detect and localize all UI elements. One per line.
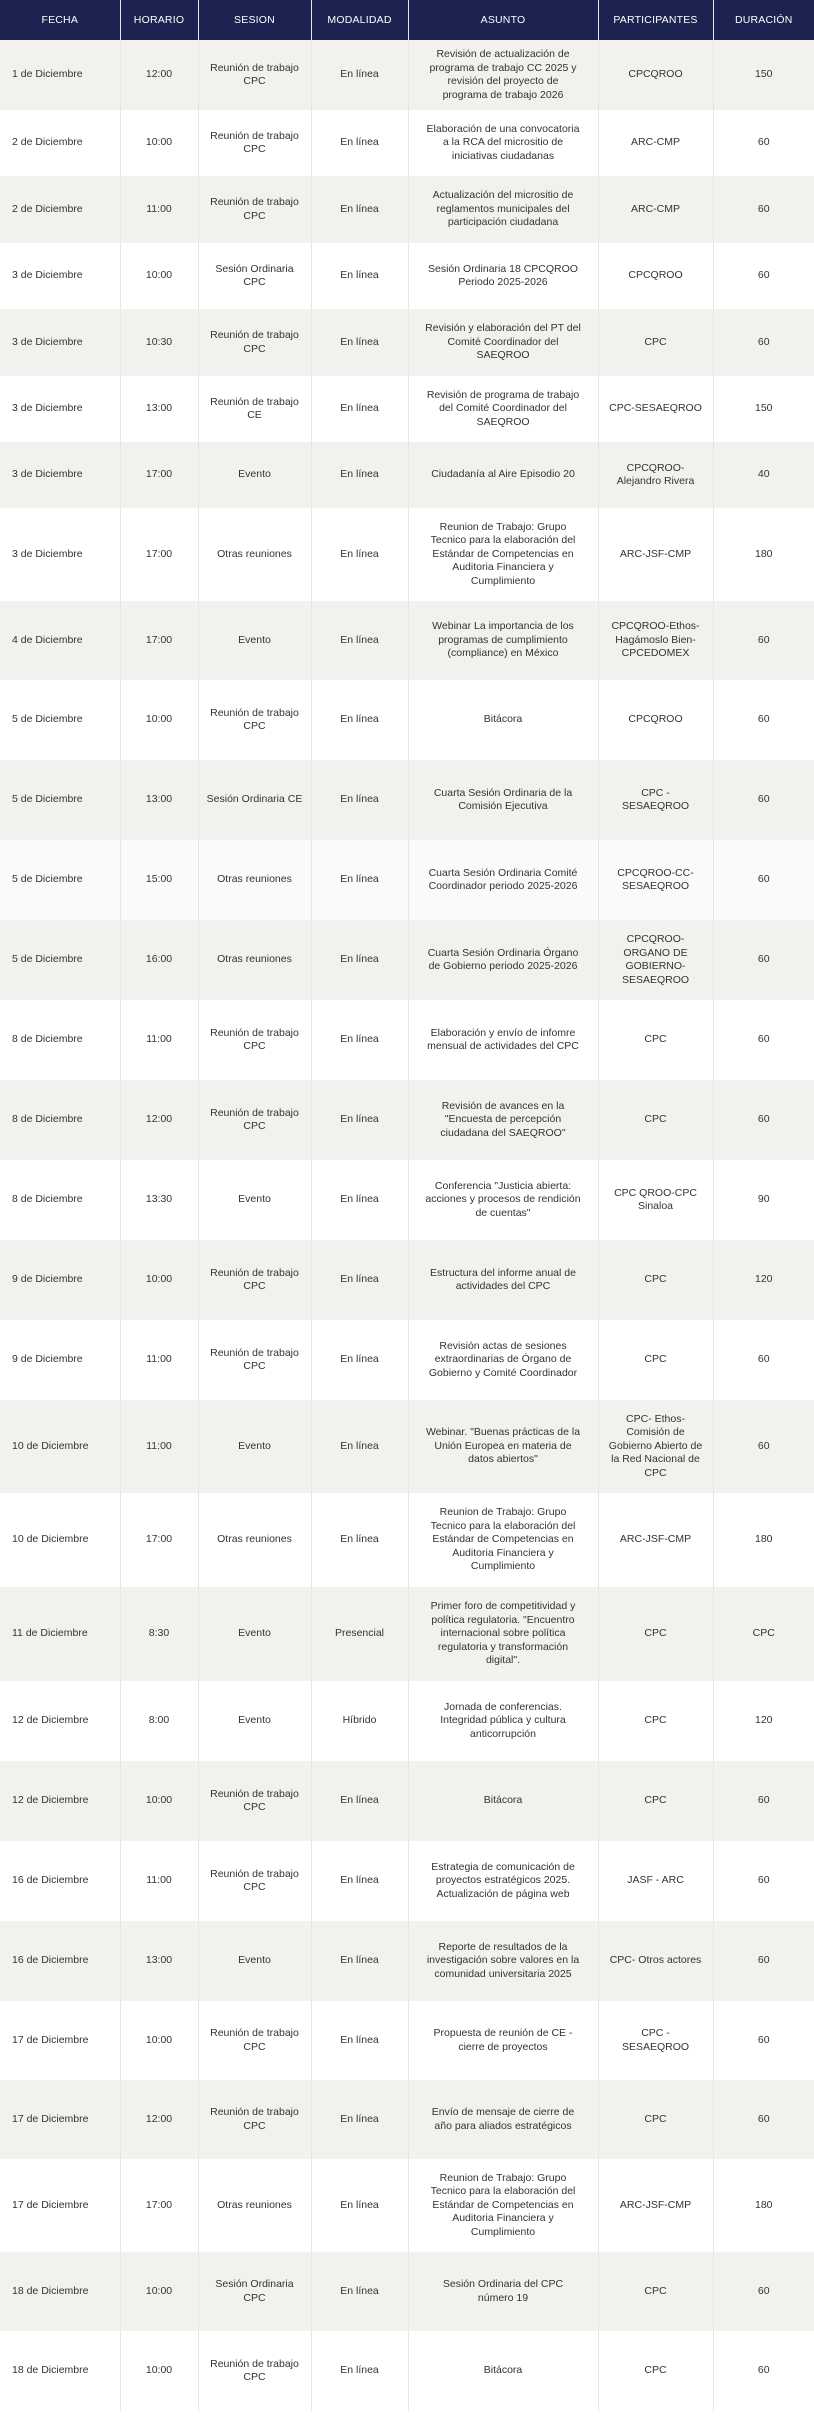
cell-asunto: Webinar. "Buenas prácticas de la Unión Europea en materia de datos abiertos" bbox=[408, 1400, 598, 1493]
cell-participantes: CPC bbox=[598, 1240, 713, 1320]
cell-duracion: 60 bbox=[713, 1921, 814, 2001]
cell-duracion: 60 bbox=[713, 1841, 814, 1921]
cell-fecha: 5 de Diciembre bbox=[0, 840, 120, 920]
cell-sesion: Evento bbox=[198, 1160, 311, 1240]
header-participantes: PARTICIPANTES bbox=[598, 0, 713, 40]
cell-horario: 11:00 bbox=[120, 1320, 198, 1400]
cell-sesion: Otras reuniones bbox=[198, 920, 311, 1000]
cell-horario: 10:30 bbox=[120, 309, 198, 376]
cell-asunto: Revisión actas de sesiones extraordinarias de Órgano de Gobierno y Comité Coordinador bbox=[408, 1320, 598, 1400]
cell-horario: 8:30 bbox=[120, 1587, 198, 1681]
cell-modalidad: En línea bbox=[311, 1493, 408, 1587]
table-row bbox=[0, 2252, 814, 2331]
cell-asunto: Webinar La importancia de los programas de cumplimiento (compliance) en México bbox=[408, 601, 598, 680]
cell-asunto: Conferencia "Justicia abierta: acciones y procesos de rendición de cuentas" bbox=[408, 1160, 598, 1240]
cell-duracion: 90 bbox=[713, 1160, 814, 1240]
cell-sesion: Sesión Ordinaria CE bbox=[198, 760, 311, 840]
cell-duracion: 60 bbox=[713, 110, 814, 176]
table-row bbox=[0, 680, 814, 760]
table-row bbox=[0, 840, 814, 920]
cell-participantes: CPC bbox=[598, 1000, 713, 1080]
cell-sesion: Sesión Ordinaria CPC bbox=[198, 2252, 311, 2331]
cell-participantes: CPCQROO-CC-SESAEQROO bbox=[598, 840, 713, 920]
cell-fecha: 3 de Diciembre bbox=[0, 442, 120, 508]
cell-asunto: Ciudadanía al Aire Episodio 20 bbox=[408, 442, 598, 508]
cell-modalidad: En línea bbox=[311, 309, 408, 376]
cell-sesion: Otras reuniones bbox=[198, 1493, 311, 1587]
cell-asunto: Cuarta Sesión Ordinaria Órgano de Gobierno periodo 2025-2026 bbox=[408, 920, 598, 1000]
cell-asunto: Bitácora bbox=[408, 1761, 598, 1841]
cell-duracion: 60 bbox=[713, 309, 814, 376]
cell-horario: 17:00 bbox=[120, 1493, 198, 1587]
cell-sesion: Reunión de trabajo CPC bbox=[198, 1240, 311, 1320]
cell-asunto: Envío de mensaje de cierre de año para aliados estratégicos bbox=[408, 2080, 598, 2159]
cell-fecha: 12 de Diciembre bbox=[0, 1681, 120, 1761]
cell-sesion: Evento bbox=[198, 1587, 311, 1681]
cell-fecha: 17 de Diciembre bbox=[0, 2080, 120, 2159]
table-row bbox=[0, 508, 814, 601]
cell-participantes: CPC bbox=[598, 309, 713, 376]
table-row bbox=[0, 760, 814, 840]
cell-participantes: CPC bbox=[598, 1761, 713, 1841]
cell-sesion: Evento bbox=[198, 1681, 311, 1761]
cell-modalidad: En línea bbox=[311, 2159, 408, 2252]
cell-modalidad: Híbrido bbox=[311, 1681, 408, 1761]
header-sesion: SESION bbox=[198, 0, 311, 40]
cell-duracion: 120 bbox=[713, 1240, 814, 1320]
cell-duracion: 60 bbox=[713, 680, 814, 760]
cell-modalidad: En línea bbox=[311, 1000, 408, 1080]
cell-sesion: Reunión de trabajo CPC bbox=[198, 176, 311, 243]
table-row bbox=[0, 1761, 814, 1841]
cell-fecha: 9 de Diciembre bbox=[0, 1320, 120, 1400]
table-row bbox=[0, 2001, 814, 2080]
cell-fecha: 9 de Diciembre bbox=[0, 1240, 120, 1320]
cell-participantes: ARC-JSF-CMP bbox=[598, 508, 713, 601]
cell-duracion: 60 bbox=[713, 760, 814, 840]
cell-asunto: Revisión y elaboración del PT del Comité Coordinador del SAEQROO bbox=[408, 309, 598, 376]
table-row bbox=[0, 1493, 814, 1587]
cell-fecha: 12 de Diciembre bbox=[0, 1761, 120, 1841]
cell-fecha: 3 de Diciembre bbox=[0, 309, 120, 376]
cell-modalidad: En línea bbox=[311, 1080, 408, 1160]
table-row bbox=[0, 1681, 814, 1761]
cell-duracion: 150 bbox=[713, 376, 814, 442]
table-row bbox=[0, 309, 814, 376]
cell-horario: 13:30 bbox=[120, 1160, 198, 1240]
cell-duracion: 180 bbox=[713, 508, 814, 601]
cell-fecha: 8 de Diciembre bbox=[0, 1000, 120, 1080]
cell-duracion: 60 bbox=[713, 176, 814, 243]
cell-modalidad: En línea bbox=[311, 110, 408, 176]
cell-asunto: Bitácora bbox=[408, 2331, 598, 2411]
cell-sesion: Reunión de trabajo CPC bbox=[198, 309, 311, 376]
cell-horario: 11:00 bbox=[120, 1400, 198, 1493]
cell-duracion: 60 bbox=[713, 2252, 814, 2331]
cell-horario: 12:00 bbox=[120, 40, 198, 110]
cell-asunto: Bitácora bbox=[408, 680, 598, 760]
cell-horario: 15:00 bbox=[120, 840, 198, 920]
table-row bbox=[0, 1921, 814, 2001]
cell-sesion: Reunión de trabajo CPC bbox=[198, 1320, 311, 1400]
cell-sesion: Reunión de trabajo CE bbox=[198, 376, 311, 442]
cell-modalidad: En línea bbox=[311, 601, 408, 680]
cell-fecha: 4 de Diciembre bbox=[0, 601, 120, 680]
cell-fecha: 5 de Diciembre bbox=[0, 760, 120, 840]
table-row bbox=[0, 243, 814, 309]
cell-horario: 17:00 bbox=[120, 2159, 198, 2252]
cell-modalidad: En línea bbox=[311, 1761, 408, 1841]
cell-duracion: CPC bbox=[713, 1587, 814, 1681]
cell-horario: 10:00 bbox=[120, 2252, 198, 2331]
cell-fecha: 11 de Diciembre bbox=[0, 1587, 120, 1681]
header-row bbox=[0, 0, 814, 40]
table-row bbox=[0, 40, 814, 110]
table-row bbox=[0, 1160, 814, 1240]
cell-fecha: 18 de Diciembre bbox=[0, 2252, 120, 2331]
cell-fecha: 16 de Diciembre bbox=[0, 1841, 120, 1921]
cell-participantes: CPC - SESAEQROO bbox=[598, 2001, 713, 2080]
table-row bbox=[0, 1080, 814, 1160]
table-row bbox=[0, 442, 814, 508]
cell-horario: 12:00 bbox=[120, 2080, 198, 2159]
table-body bbox=[0, 40, 814, 2411]
cell-asunto: Actualización del micrositio de reglamentos municipales del participación ciudadana bbox=[408, 176, 598, 243]
cell-modalidad: En línea bbox=[311, 1400, 408, 1493]
cell-asunto: Primer foro de competitividad y política regulatoria. "Encuentro internacional sobre política regulatoria y transformación digital". bbox=[408, 1587, 598, 1681]
cell-sesion: Reunión de trabajo CPC bbox=[198, 1761, 311, 1841]
cell-sesion: Reunión de trabajo CPC bbox=[198, 680, 311, 760]
cell-horario: 16:00 bbox=[120, 920, 198, 1000]
table-row bbox=[0, 1841, 814, 1921]
cell-sesion: Evento bbox=[198, 442, 311, 508]
cell-sesion: Evento bbox=[198, 1400, 311, 1493]
cell-participantes: CPC- Otros actores bbox=[598, 1921, 713, 2001]
cell-duracion: 60 bbox=[713, 601, 814, 680]
cell-horario: 17:00 bbox=[120, 442, 198, 508]
cell-sesion: Otras reuniones bbox=[198, 840, 311, 920]
header-horario: HORARIO bbox=[120, 0, 198, 40]
cell-modalidad: En línea bbox=[311, 1160, 408, 1240]
cell-duracion: 60 bbox=[713, 1400, 814, 1493]
cell-participantes: CPC bbox=[598, 1320, 713, 1400]
cell-modalidad: En línea bbox=[311, 376, 408, 442]
cell-modalidad: En línea bbox=[311, 1841, 408, 1921]
cell-horario: 13:00 bbox=[120, 376, 198, 442]
cell-participantes: CPCQROO bbox=[598, 40, 713, 110]
cell-fecha: 8 de Diciembre bbox=[0, 1160, 120, 1240]
cell-modalidad: En línea bbox=[311, 2080, 408, 2159]
cell-horario: 10:00 bbox=[120, 2331, 198, 2411]
cell-modalidad: En línea bbox=[311, 2252, 408, 2331]
cell-modalidad: En línea bbox=[311, 176, 408, 243]
cell-duracion: 60 bbox=[713, 1000, 814, 1080]
cell-duracion: 60 bbox=[713, 1761, 814, 1841]
cell-fecha: 2 de Diciembre bbox=[0, 176, 120, 243]
cell-participantes: CPC-SESAEQROO bbox=[598, 376, 713, 442]
cell-participantes: CPC - SESAEQROO bbox=[598, 760, 713, 840]
cell-sesion: Reunión de trabajo CPC bbox=[198, 1841, 311, 1921]
cell-duracion: 60 bbox=[713, 920, 814, 1000]
header-modalidad: MODALIDAD bbox=[311, 0, 408, 40]
cell-modalidad: En línea bbox=[311, 1240, 408, 1320]
cell-sesion: Otras reuniones bbox=[198, 508, 311, 601]
cell-modalidad: En línea bbox=[311, 243, 408, 309]
cell-fecha: 5 de Diciembre bbox=[0, 920, 120, 1000]
cell-participantes: CPC QROO-CPC Sinaloa bbox=[598, 1160, 713, 1240]
cell-modalidad: En línea bbox=[311, 760, 408, 840]
cell-participantes: CPC- Ethos- Comisión de Gobierno Abierto de la Red Nacional de CPC bbox=[598, 1400, 713, 1493]
cell-participantes: CPC bbox=[598, 2252, 713, 2331]
cell-duracion: 60 bbox=[713, 840, 814, 920]
cell-modalidad: Presencial bbox=[311, 1587, 408, 1681]
cell-sesion: Otras reuniones bbox=[198, 2159, 311, 2252]
cell-asunto: Cuarta Sesión Ordinaria Comité Coordinador periodo 2025-2026 bbox=[408, 840, 598, 920]
cell-participantes: CPC bbox=[598, 2331, 713, 2411]
cell-modalidad: En línea bbox=[311, 2001, 408, 2080]
cell-sesion: Reunión de trabajo CPC bbox=[198, 2001, 311, 2080]
cell-fecha: 18 de Diciembre bbox=[0, 2331, 120, 2411]
cell-participantes: CPC bbox=[598, 2080, 713, 2159]
cell-duracion: 60 bbox=[713, 243, 814, 309]
cell-horario: 17:00 bbox=[120, 601, 198, 680]
cell-asunto: Estructura del informe anual de actividades del CPC bbox=[408, 1240, 598, 1320]
table-row bbox=[0, 1320, 814, 1400]
cell-participantes: CPC bbox=[598, 1587, 713, 1681]
cell-asunto: Sesión Ordinaria 18 CPCQROO Periodo 2025-2026 bbox=[408, 243, 598, 309]
cell-duracion: 60 bbox=[713, 2001, 814, 2080]
cell-participantes: CPCQROO bbox=[598, 680, 713, 760]
cell-asunto: Sesión Ordinaria del CPC número 19 bbox=[408, 2252, 598, 2331]
cell-duracion: 180 bbox=[713, 1493, 814, 1587]
cell-asunto: Reunion de Trabajo: Grupo Tecnico para la elaboración del Estándar de Competencias en Auditoria Financiera y Cumplimiento bbox=[408, 1493, 598, 1587]
header-fecha: FECHA bbox=[0, 0, 120, 40]
cell-participantes: CPC bbox=[598, 1681, 713, 1761]
cell-asunto: Revisión de actualización de programa de trabajo CC 2025 y revisión del proyecto de programa de trabajo 2026 bbox=[408, 40, 598, 110]
cell-sesion: Reunión de trabajo CPC bbox=[198, 2331, 311, 2411]
cell-fecha: 16 de Diciembre bbox=[0, 1921, 120, 2001]
cell-asunto: Jornada de conferencias. Integridad pública y cultura anticorrupción bbox=[408, 1681, 598, 1761]
cell-participantes: ARC-CMP bbox=[598, 110, 713, 176]
cell-asunto: Cuarta Sesión Ordinaria de la Comisión Ejecutiva bbox=[408, 760, 598, 840]
cell-horario: 10:00 bbox=[120, 243, 198, 309]
cell-sesion: Reunión de trabajo CPC bbox=[198, 110, 311, 176]
cell-participantes: CPCQROO bbox=[598, 243, 713, 309]
cell-modalidad: En línea bbox=[311, 508, 408, 601]
cell-modalidad: En línea bbox=[311, 1921, 408, 2001]
table-row bbox=[0, 1000, 814, 1080]
cell-sesion: Evento bbox=[198, 1921, 311, 2001]
table-row bbox=[0, 2159, 814, 2252]
cell-duracion: 150 bbox=[713, 40, 814, 110]
cell-horario: 17:00 bbox=[120, 508, 198, 601]
cell-fecha: 3 de Diciembre bbox=[0, 243, 120, 309]
cell-asunto: Reunion de Trabajo: Grupo Tecnico para la elaboración del Estándar de Competencias en Auditoria Financiera y Cumplimiento bbox=[408, 2159, 598, 2252]
cell-asunto: Elaboración y envío de infomre mensual de actividades del CPC bbox=[408, 1000, 598, 1080]
cell-horario: 10:00 bbox=[120, 1761, 198, 1841]
cell-horario: 11:00 bbox=[120, 1000, 198, 1080]
cell-duracion: 40 bbox=[713, 442, 814, 508]
header-duracion: DURACIÓN bbox=[713, 0, 814, 40]
cell-horario: 8:00 bbox=[120, 1681, 198, 1761]
cell-horario: 10:00 bbox=[120, 680, 198, 760]
cell-sesion: Sesión Ordinaria CPC bbox=[198, 243, 311, 309]
cell-fecha: 17 de Diciembre bbox=[0, 2001, 120, 2080]
cell-sesion: Reunión de trabajo CPC bbox=[198, 40, 311, 110]
cell-asunto: Revisión de programa de trabajo del Comité Coordinador del SAEQROO bbox=[408, 376, 598, 442]
cell-horario: 10:00 bbox=[120, 1240, 198, 1320]
cell-sesion: Reunión de trabajo CPC bbox=[198, 2080, 311, 2159]
cell-modalidad: En línea bbox=[311, 2331, 408, 2411]
cell-asunto: Revisión de avances en la "Encuesta de percepción ciudadana del SAEQROO" bbox=[408, 1080, 598, 1160]
cell-asunto: Reunion de Trabajo: Grupo Tecnico para la elaboración del Estándar de Competencias en Auditoria Financiera y Cumplimiento bbox=[408, 508, 598, 601]
cell-fecha: 10 de Diciembre bbox=[0, 1400, 120, 1493]
cell-participantes: ARC-CMP bbox=[598, 176, 713, 243]
cell-horario: 13:00 bbox=[120, 1921, 198, 2001]
cell-participantes: CPC bbox=[598, 1080, 713, 1160]
cell-participantes: ARC-JSF-CMP bbox=[598, 1493, 713, 1587]
cell-asunto: Elaboración de una convocatoria a la RCA del micrositio de iniciativas ciudadanas bbox=[408, 110, 598, 176]
cell-horario: 11:00 bbox=[120, 1841, 198, 1921]
cell-horario: 12:00 bbox=[120, 1080, 198, 1160]
table-row bbox=[0, 1587, 814, 1681]
cell-modalidad: En línea bbox=[311, 680, 408, 760]
cell-participantes: CPCQROO-ORGANO DE GOBIERNO-SESAEQROO bbox=[598, 920, 713, 1000]
table-row bbox=[0, 2080, 814, 2159]
cell-fecha: 8 de Diciembre bbox=[0, 1080, 120, 1160]
cell-fecha: 2 de Diciembre bbox=[0, 110, 120, 176]
cell-modalidad: En línea bbox=[311, 40, 408, 110]
table-row bbox=[0, 1400, 814, 1493]
header-asunto: ASUNTO bbox=[408, 0, 598, 40]
table-row bbox=[0, 920, 814, 1000]
table-row bbox=[0, 110, 814, 176]
cell-participantes: CPCQROO-Ethos-Hagámoslo Bien-CPCEDOMEX bbox=[598, 601, 713, 680]
cell-participantes: CPCQROO-Alejandro Rivera bbox=[598, 442, 713, 508]
table-row bbox=[0, 176, 814, 243]
table-row bbox=[0, 601, 814, 680]
cell-sesion: Reunión de trabajo CPC bbox=[198, 1000, 311, 1080]
cell-modalidad: En línea bbox=[311, 840, 408, 920]
cell-horario: 10:00 bbox=[120, 110, 198, 176]
cell-fecha: 10 de Diciembre bbox=[0, 1493, 120, 1587]
cell-fecha: 3 de Diciembre bbox=[0, 376, 120, 442]
cell-asunto: Estrategia de comunicación de proyectos estratégicos 2025. Actualización de página web bbox=[408, 1841, 598, 1921]
cell-duracion: 60 bbox=[713, 1320, 814, 1400]
cell-horario: 10:00 bbox=[120, 2001, 198, 2080]
cell-modalidad: En línea bbox=[311, 920, 408, 1000]
cell-duracion: 60 bbox=[713, 1080, 814, 1160]
cell-asunto: Propuesta de reunión de CE - cierre de proyectos bbox=[408, 2001, 598, 2080]
cell-fecha: 5 de Diciembre bbox=[0, 680, 120, 760]
cell-modalidad: En línea bbox=[311, 1320, 408, 1400]
cell-modalidad: En línea bbox=[311, 442, 408, 508]
cell-duracion: 120 bbox=[713, 1681, 814, 1761]
cell-sesion: Reunión de trabajo CPC bbox=[198, 1080, 311, 1160]
cell-horario: 11:00 bbox=[120, 176, 198, 243]
cell-fecha: 17 de Diciembre bbox=[0, 2159, 120, 2252]
cell-sesion: Evento bbox=[198, 601, 311, 680]
cell-duracion: 180 bbox=[713, 2159, 814, 2252]
table-row bbox=[0, 2331, 814, 2411]
cell-asunto: Reporte de resultados de la investigación sobre valores en la comunidad universitaria 2025 bbox=[408, 1921, 598, 2001]
cell-participantes: JASF - ARC bbox=[598, 1841, 713, 1921]
cell-horario: 13:00 bbox=[120, 760, 198, 840]
cell-participantes: ARC-JSF-CMP bbox=[598, 2159, 713, 2252]
cell-duracion: 60 bbox=[713, 2331, 814, 2411]
table-row bbox=[0, 376, 814, 442]
cell-fecha: 3 de Diciembre bbox=[0, 508, 120, 601]
table-row bbox=[0, 1240, 814, 1320]
cell-duracion: 60 bbox=[713, 2080, 814, 2159]
cell-fecha: 1 de Diciembre bbox=[0, 40, 120, 110]
